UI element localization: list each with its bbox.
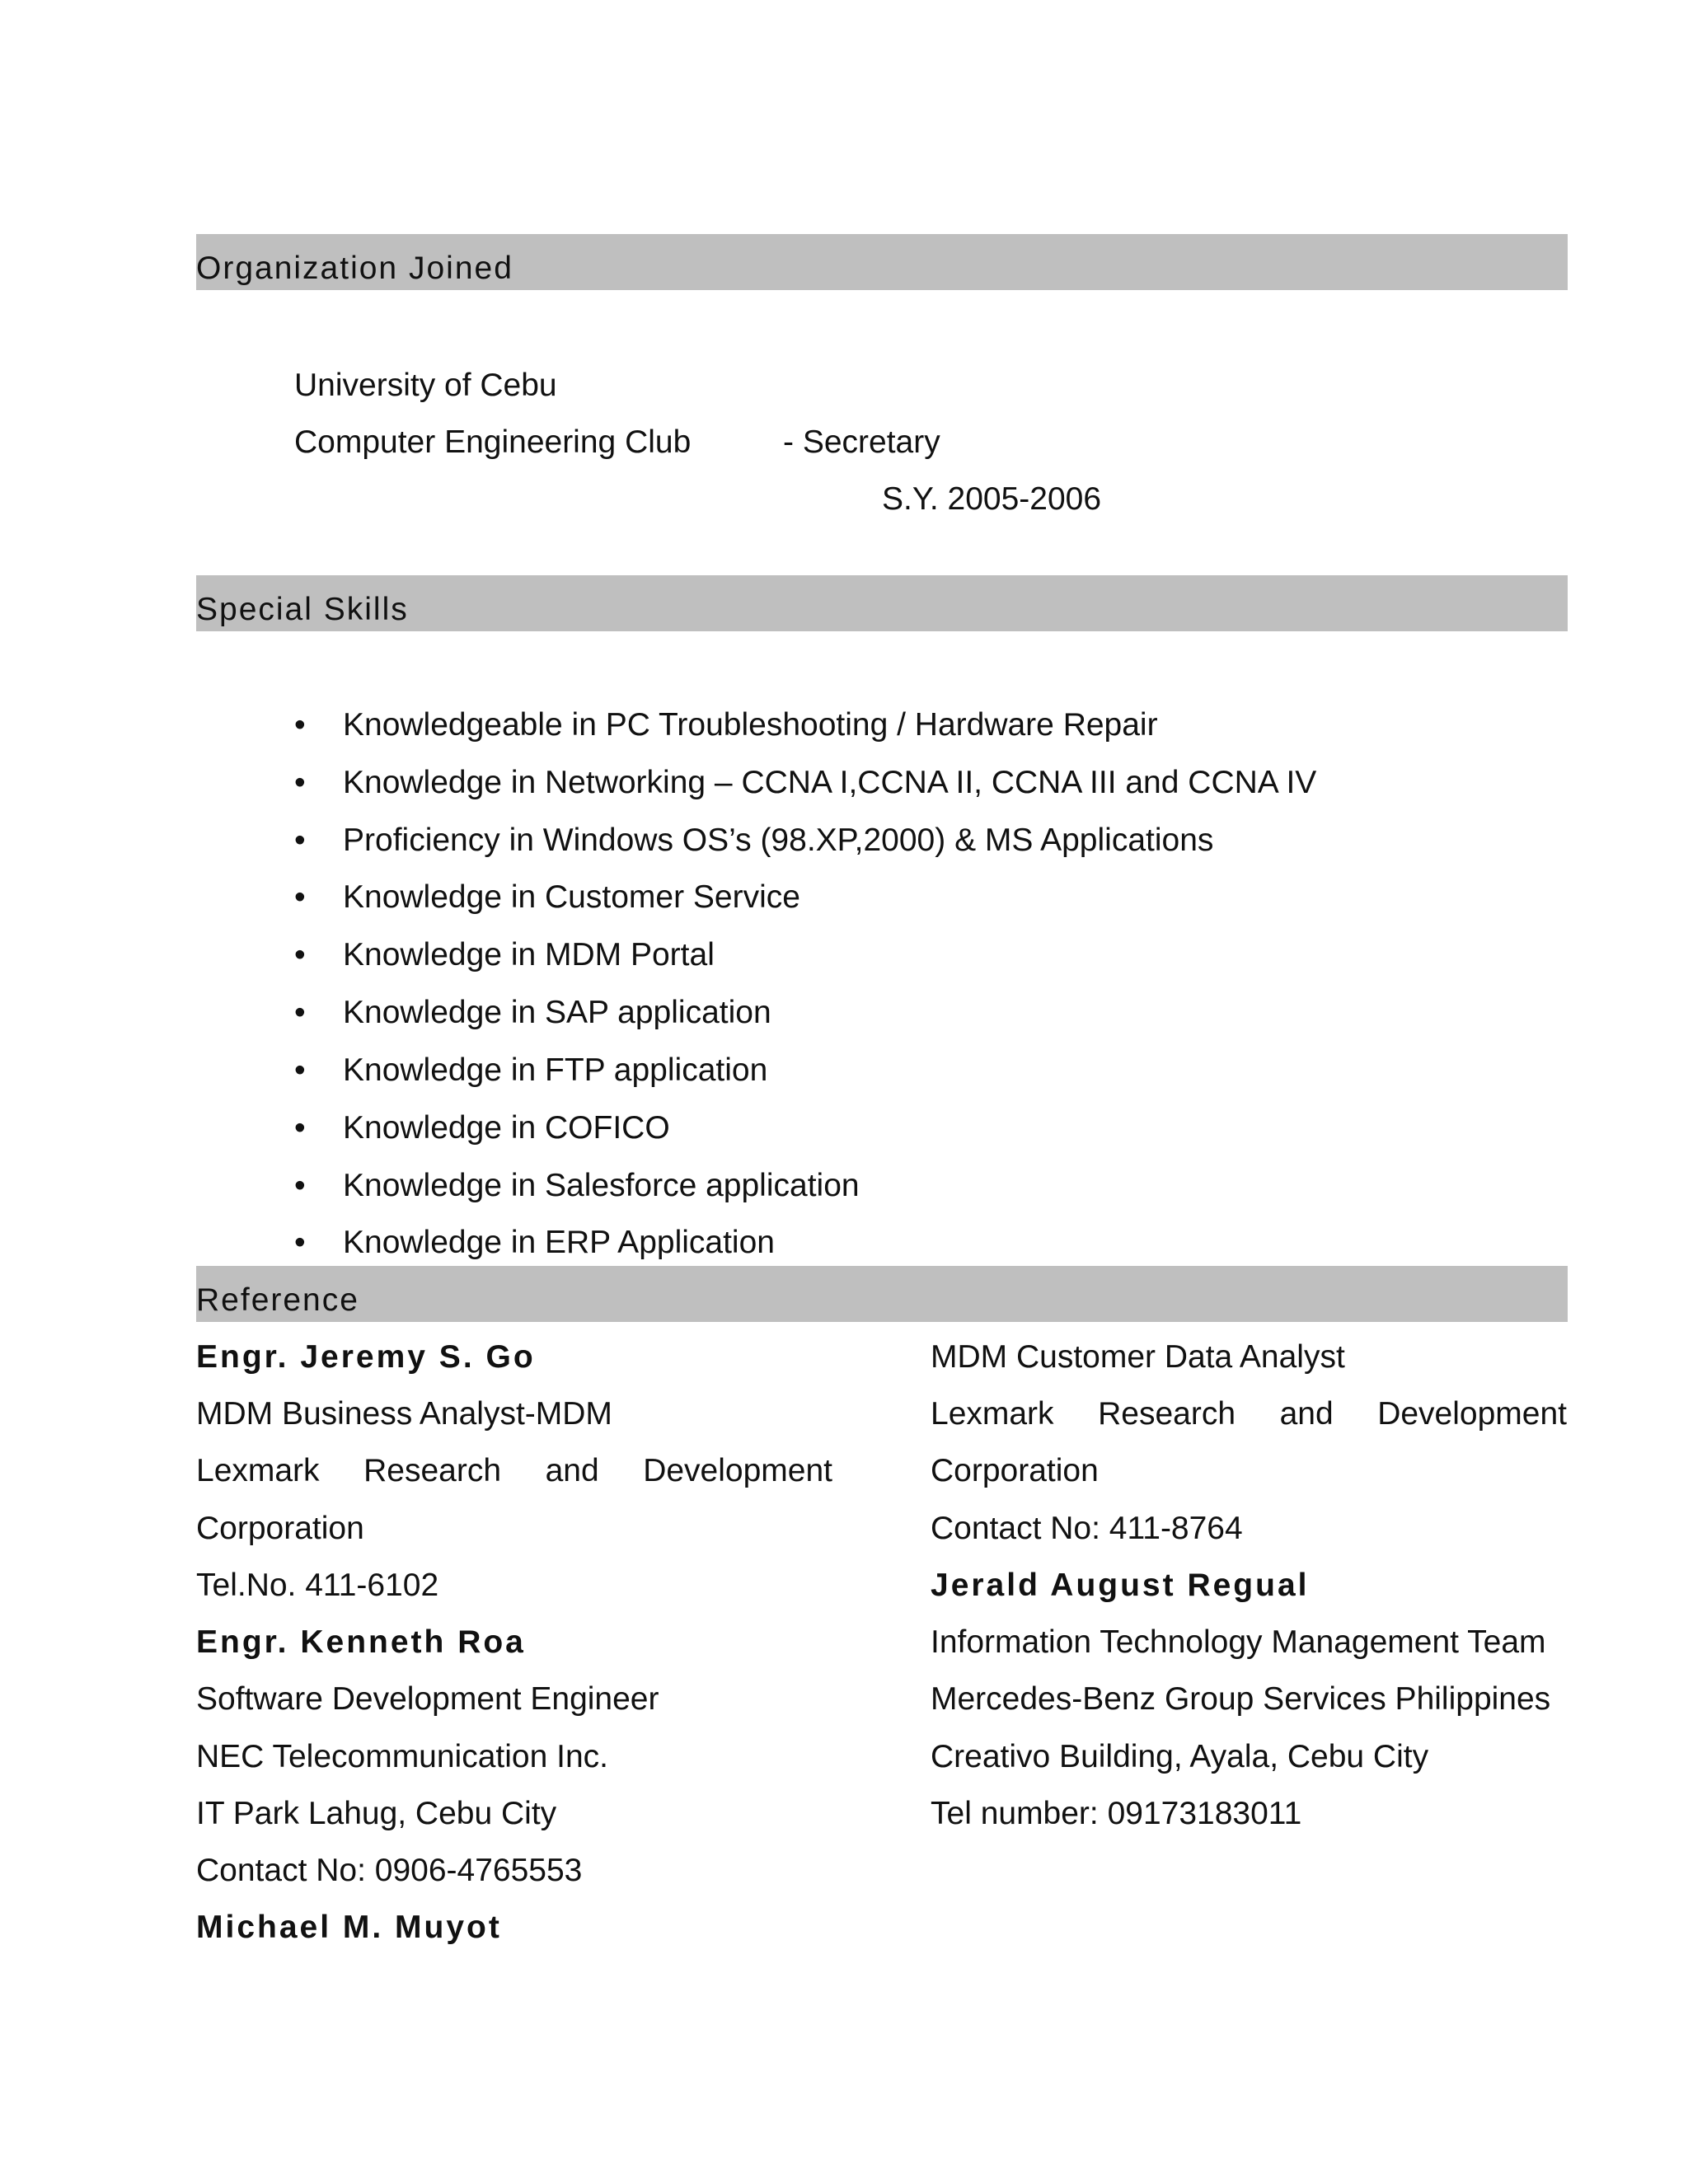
bullet-icon: • <box>294 937 306 972</box>
ref2-name: Engr. Kenneth Roa <box>196 1624 526 1660</box>
section-title-reference: Reference <box>196 1282 359 1318</box>
ref1-company-word: Research <box>363 1453 502 1488</box>
skill-item: Knowledge in COFICO <box>343 1110 670 1146</box>
ref3-company-word: Development <box>1377 1396 1567 1432</box>
ref1-company-end: Corporation <box>196 1511 364 1546</box>
ref2-address: IT Park Lahug, Cebu City <box>196 1796 557 1831</box>
org-school: University of Cebu <box>294 368 557 403</box>
ref3-title: MDM Customer Data Analyst <box>931 1339 1345 1375</box>
ref2-contact: Contact No: 0906-4765553 <box>196 1853 583 1888</box>
ref4-tel: Tel number: 09173183011 <box>931 1796 1302 1831</box>
ref3-company-word: Lexmark <box>931 1396 1054 1432</box>
skill-item: Knowledge in Customer Service <box>343 879 800 915</box>
ref1-company-word: and <box>545 1453 599 1488</box>
ref2-title: Software Development Engineer <box>196 1681 659 1717</box>
bullet-icon: • <box>294 765 306 800</box>
ref1-company-word: Development <box>643 1453 832 1488</box>
bullet-icon: • <box>294 1110 306 1146</box>
org-club: Computer Engineering Club <box>294 424 692 460</box>
skill-item: Knowledgeable in PC Troubleshooting / Hardware Repair <box>343 707 1158 743</box>
ref3-company-end: Corporation <box>931 1453 1099 1488</box>
org-role: - Secretary <box>783 424 940 460</box>
ref4-title: Information Technology Management Team <box>931 1624 1546 1660</box>
section-title-skills: Special Skills <box>196 592 409 627</box>
ref1-company <box>196 1455 832 1487</box>
bullet-icon: • <box>294 879 306 915</box>
bullet-icon: • <box>294 707 306 743</box>
bullet-icon: • <box>294 995 306 1030</box>
bullet-icon: • <box>294 1052 306 1088</box>
ref1-tel: Tel.No. 411-6102 <box>196 1568 439 1603</box>
ref4-address: Creativo Building, Ayala, Cebu City <box>931 1739 1429 1774</box>
ref1-title: MDM Business Analyst-MDM <box>196 1396 612 1432</box>
skill-item: Knowledge in FTP application <box>343 1052 768 1088</box>
ref3-contact: Contact No: 411-8764 <box>931 1511 1243 1546</box>
ref1-name: Engr. Jeremy S. Go <box>196 1339 536 1375</box>
ref3-name: Michael M. Muyot <box>196 1910 502 1945</box>
bullet-icon: • <box>294 1168 306 1203</box>
ref4-company: Mercedes-Benz Group Services Philippines <box>931 1681 1551 1717</box>
skill-item: Proficiency in Windows OS’s (98.XP,2000) & MS Applications <box>343 823 1214 858</box>
skill-item: Knowledge in ERP Application <box>343 1225 775 1260</box>
bullet-icon: • <box>294 823 306 858</box>
ref3-company-word: and <box>1279 1396 1334 1432</box>
ref1-company-word: Lexmark <box>196 1453 320 1488</box>
skill-item: Knowledge in SAP application <box>343 995 771 1030</box>
org-school-year: S.Y. 2005-2006 <box>882 481 1102 517</box>
bullet-icon: • <box>294 1225 306 1260</box>
ref3-company-word: Research <box>1098 1396 1236 1432</box>
skill-item: Knowledge in Salesforce application <box>343 1168 860 1203</box>
ref4-name: Jerald August Regual <box>931 1568 1310 1603</box>
section-bar-reference <box>196 1266 1568 1322</box>
skill-item: Knowledge in MDM Portal <box>343 937 715 972</box>
ref2-company: NEC Telecommunication Inc. <box>196 1739 608 1774</box>
section-title-organization: Organization Joined <box>196 251 513 286</box>
ref3-company <box>931 1398 1567 1430</box>
skill-item: Knowledge in Networking – CCNA I,CCNA II, CCNA III and CCNA IV <box>343 765 1317 800</box>
